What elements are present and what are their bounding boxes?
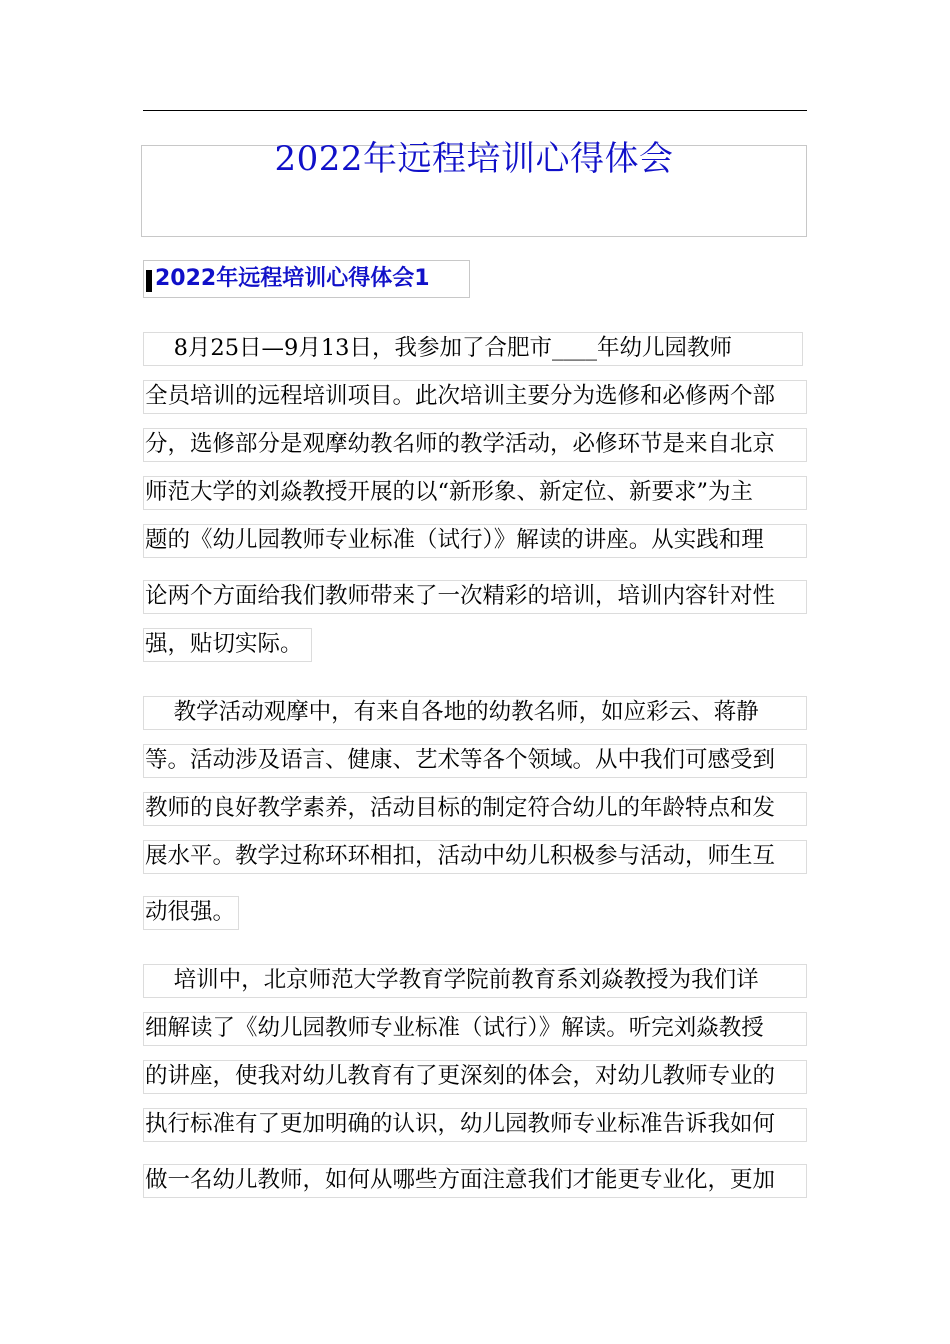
text-line: 执行标准有了更加明确的认识，幼儿园教师专业标准告诉我如何	[143, 1108, 807, 1142]
text-line: 教学活动观摩中，有来自各地的幼教名师，如应彩云、蒋静	[143, 696, 807, 730]
text-line: 的讲座，使我对幼儿教育有了更深刻的体会，对幼儿教师专业的	[143, 1060, 807, 1094]
text-line: 细解读了《幼儿园教师专业标准（试行）》解读。听完刘焱教授	[143, 1012, 807, 1046]
text-line: 论两个方面给我们教师带来了一次精彩的培训，培训内容针对性	[143, 580, 807, 614]
text-line: 分，选修部分是观摩幼教名师的教学活动，必修环节是来自北京	[143, 428, 807, 462]
text-line: 做一名幼儿教师，如何从哪些方面注意我们才能更专业化，更加	[143, 1164, 807, 1198]
section-heading	[143, 260, 470, 298]
text-line: 培训中，北京师范大学教育学院前教育系刘焱教授为我们详	[143, 964, 807, 998]
top-rule	[143, 110, 807, 111]
text-line: 等。活动涉及语言、健康、艺术等各个领域。从中我们可感受到	[143, 744, 807, 778]
text-line: 8月25日—9月13日，我参加了合肥市____年幼儿园教师	[143, 332, 803, 366]
text-line: 教师的良好教学素养，活动目标的制定符合幼儿的年龄特点和发	[143, 792, 807, 826]
text-line: 题的《幼儿园教师专业标准（试行）》解读的讲座。从实践和理	[143, 524, 807, 558]
text-line: 展水平。教学过称环环相扣，活动中幼儿积极参与活动，师生互	[143, 840, 807, 874]
text-line: 强，贴切实际。	[143, 628, 312, 662]
heading-marker	[146, 270, 152, 292]
section-heading-text: 2022年远程培训心得体会1	[155, 266, 430, 291]
text-line: 动很强。	[143, 896, 239, 930]
text-line: 师范大学的刘焱教授开展的以“新形象、新定位、新要求”为主	[143, 476, 807, 510]
page-title: 2022年远程培训心得体会	[274, 139, 674, 179]
text-line: 全员培训的远程培训项目。此次培训主要分为选修和必修两个部	[143, 380, 807, 414]
